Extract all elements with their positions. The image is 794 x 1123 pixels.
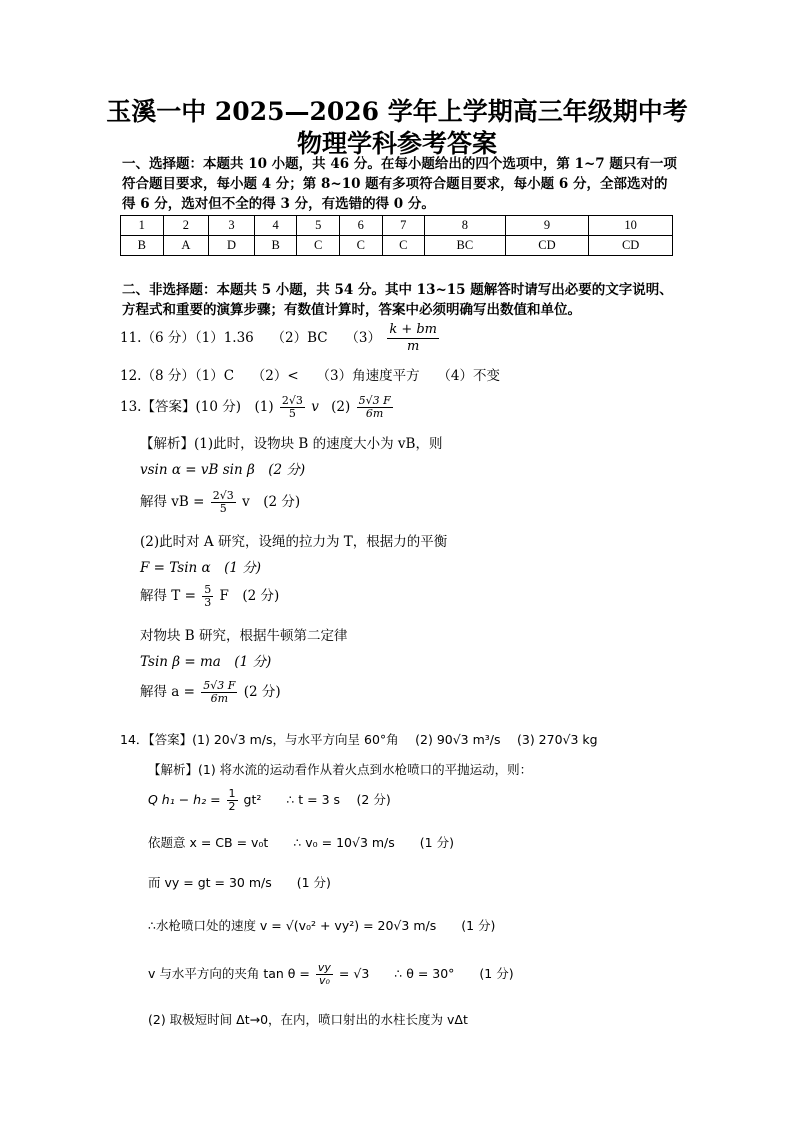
q13-analysis-line8: Tsin β = ma (1 分): [140, 654, 272, 670]
q13-answer-head: [120, 395, 395, 420]
q13-a9-numerator: 5√3 F: [203, 679, 236, 692]
q14-b2-denominator: 2: [228, 800, 236, 813]
q13-a6-fraction: [202, 584, 213, 609]
q13-ans2-numerator: 5√3 F: [358, 394, 391, 407]
answer-cell: D: [209, 236, 255, 256]
q13-a9-denominator: 6m: [210, 692, 229, 705]
q14-b6-numerator: vy: [317, 961, 331, 974]
q14-b6-prefix: v 与水平方向的夹角 tan θ =: [148, 966, 310, 981]
answer-cell: A: [163, 236, 209, 256]
q13-a3-prefix: 解得 vB =: [140, 494, 205, 510]
q13-analysis-line6: [140, 584, 279, 609]
q13-ans2-fraction: [357, 395, 393, 420]
doc-title-line2: 物理学科参考答案: [296, 129, 497, 158]
q13-a9-fraction: [201, 680, 237, 705]
answer-cell: B: [121, 236, 164, 256]
q13-ans1-numerator: 2√3: [281, 394, 303, 407]
q14-b2-prefix: Q h₁ − h₂ =: [148, 792, 221, 807]
q14-analysis-line2: [148, 788, 391, 813]
q14-analysis-line3: 依题意 x = CB = v₀t ∴ v₀ = 10√3 m/s (1 分): [148, 835, 454, 850]
q11-label: 11.（6 分）（1）1.36 （2）BC （3）: [120, 330, 382, 346]
q13-analysis-line1: 【解析】(1)此时，设物块 B 的速度大小为 vB，则: [140, 436, 443, 452]
q14-b2-postfix: gt² ∴ t = 3 s (2 分): [243, 792, 391, 807]
answer-cell: C: [382, 236, 425, 256]
q13-a6-numerator: 5: [204, 583, 212, 596]
q14-analysis-line4: 而 vy = gt = 30 m/s (1 分): [148, 875, 331, 890]
q13-a9-postfix: (2 分): [243, 684, 281, 700]
q13-a6-postfix: F (2 分): [219, 588, 280, 604]
q11-numerator: k + bm: [389, 322, 437, 337]
q13-a3-numerator: 2√3: [212, 489, 234, 502]
question-number-cell: 4: [254, 216, 297, 236]
q13-a9-prefix: 解得 a =: [140, 684, 195, 700]
q11-denominator: m: [406, 339, 420, 354]
q13-analysis-line5: F = Tsin α (1 分): [140, 560, 262, 576]
q13-analysis-line9: [140, 680, 281, 705]
q13-a6-prefix: 解得 T =: [140, 588, 196, 604]
section2-line2: 方程式和重要的演算步骤；有数值计算时，答案中必须明确写出数值和单位。: [122, 302, 581, 318]
q14-answer-head: 14．【答案】(1) 20√3 m/s，与水平方向呈 60°角 (2) 90√3 m³/s (3) 270√3 kg: [120, 732, 598, 747]
q14-analysis-line7: (2) 取极短时间 Δt→0，在内，喷口射出的水柱长度为 vΔt: [148, 1012, 468, 1027]
q14-analysis-line1: 【解析】(1) 将水流的运动看作从着火点到水枪喷口的平抛运动，则：: [148, 762, 533, 777]
question-number-cell: 7: [382, 216, 425, 236]
q14-b6-fraction: [316, 962, 333, 987]
q13-analysis-line4: (2)此时对 A 研究，设绳的拉力为 T，根据力的平衡: [140, 534, 448, 550]
q12-answer: 12.（8 分）（1）C （2）< （3）角速度平方 （4）不变: [120, 368, 500, 384]
section2-line1: 二、非选择题：本题共 5 小题，共 54 分。其中 13~15 题解答时请写出必要的文字说明、: [122, 282, 673, 298]
q14-b2-fraction: [227, 788, 238, 813]
q11-fraction: [387, 322, 439, 355]
section1-line1: 一、选择题：本题共 10 小题，共 46 分。在每小题给出的四个选项中，第 1~7 题只有一项: [122, 156, 677, 172]
q13-a3-fraction: [211, 490, 236, 515]
answer-table-number-row: [121, 216, 673, 236]
q13-ans2-denominator: 6m: [365, 407, 384, 420]
section1-line3: 得 6 分，选对但不全的得 3 分，有选错的得 0 分。: [122, 196, 435, 212]
q14-analysis-line6: [148, 962, 514, 987]
answer-cell: CD: [589, 236, 673, 256]
q13-analysis-line3: [140, 490, 300, 515]
q13-ans1-denominator: 5: [288, 407, 296, 420]
answer-cell: CD: [505, 236, 589, 256]
q13-head: 13.【答案】(10 分) (1): [120, 399, 274, 415]
answer-table: [120, 215, 673, 256]
q11-answer: [120, 322, 441, 355]
doc-title-line1: 玉溪一中 2025—2026 学年上学期高三年级期中考: [106, 97, 688, 126]
answer-cell: BC: [425, 236, 506, 256]
question-number-cell: 2: [163, 216, 209, 236]
q13-ans1-suffix: v: [311, 399, 319, 415]
q13-a6-denominator: 3: [204, 596, 212, 609]
question-number-cell: 5: [297, 216, 340, 236]
q13-a3-postfix: v (2 分): [242, 494, 301, 510]
q13-analysis-line7: 对物块 B 研究，根据牛顿第二定律: [140, 628, 348, 644]
question-number-cell: 6: [339, 216, 382, 236]
section1-line2: 符合题目要求，每小题 4 分；第 8~10 题有多项符合题目要求，每小题 6 分，全部选对的: [122, 176, 668, 192]
answer-cell: C: [297, 236, 340, 256]
q13-ans2-label: (2): [331, 399, 351, 415]
answer-cell: C: [339, 236, 382, 256]
question-number-cell: 3: [209, 216, 255, 236]
q13-a3-denominator: 5: [219, 502, 227, 515]
q14-b2-numerator: 1: [228, 787, 236, 800]
q14-analysis-line5: ∴水枪喷口处的速度 v = √(v₀² + vy²) = 20√3 m/s (1 分): [148, 918, 496, 933]
answer-table-answer-row: [121, 236, 673, 256]
question-number-cell: 8: [425, 216, 506, 236]
answer-cell: B: [254, 236, 297, 256]
question-number-cell: 10: [589, 216, 673, 236]
q13-ans1-fraction: [280, 395, 305, 420]
q14-b6-postfix: = √3 ∴ θ = 30° (1 分): [338, 966, 514, 981]
q13-analysis-line2: vsin α = vB sin β (2 分): [140, 462, 306, 478]
q14-b6-denominator: v₀: [318, 974, 330, 987]
question-number-cell: 9: [505, 216, 589, 236]
question-number-cell: 1: [121, 216, 164, 236]
